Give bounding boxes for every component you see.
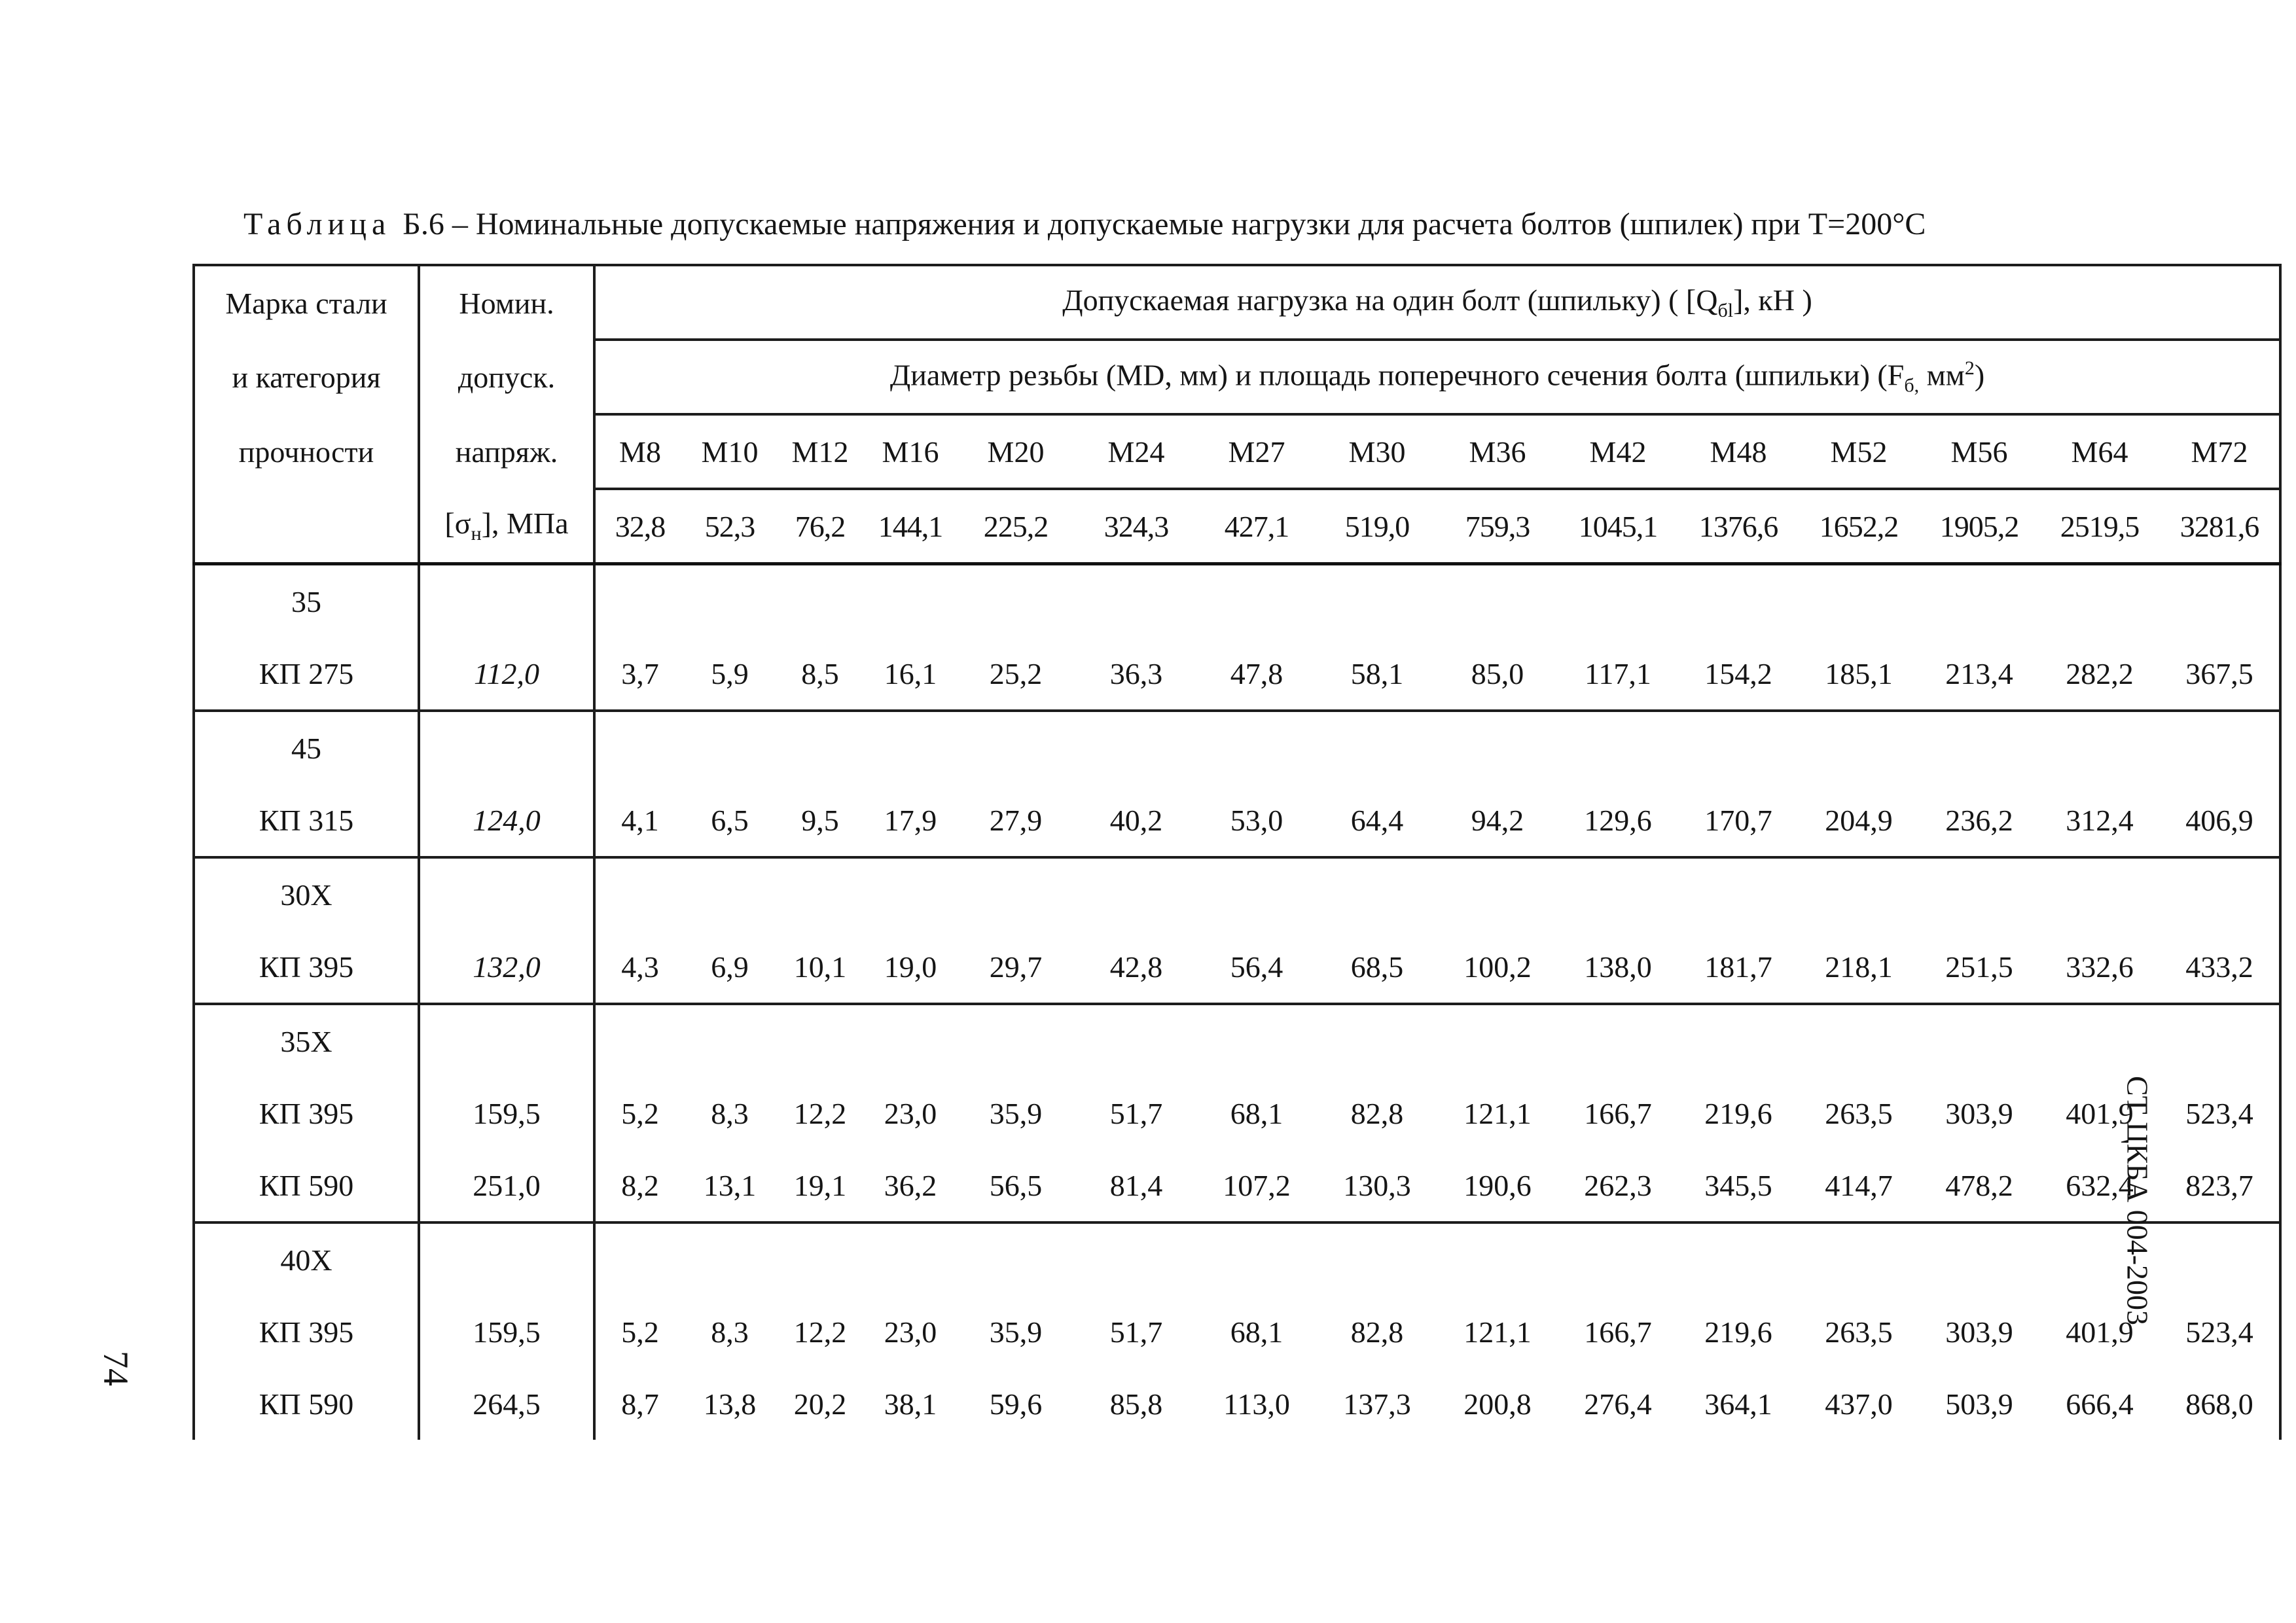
load-cell: 85,0 — [1437, 637, 1558, 711]
area-cell: 759,3 — [1437, 489, 1558, 564]
diameter-cell: M42 — [1558, 414, 1678, 489]
load-cell: 154,2 — [1678, 637, 1799, 711]
area-row — [194, 489, 2280, 564]
stress-blank — [419, 1004, 594, 1077]
load-cell: 200,8 — [1463, 1387, 1532, 1421]
load-title-end: ], кН ) — [1733, 283, 1812, 317]
load-title — [594, 265, 2280, 340]
load-cell: 27,9 — [956, 784, 1076, 857]
load-cell: 262,3 — [1558, 1149, 1678, 1222]
load-cell: 433,2 — [2160, 931, 2280, 1004]
load-cell: 51,7 — [1109, 1315, 1163, 1349]
steel-group-row — [194, 857, 2280, 931]
load-cell: 19,1 — [775, 1149, 865, 1222]
load-cell: 19,0 — [865, 931, 956, 1004]
load-cell: 666,4 — [2066, 1387, 2134, 1421]
load-cell: 437,0 — [1825, 1387, 1893, 1421]
load-cell: 8,5 — [775, 637, 865, 711]
load-cell: 303,9 — [1945, 1315, 2013, 1349]
loads-blank — [594, 711, 2280, 784]
steel-group-row — [194, 1004, 2280, 1077]
load-cell: 213,4 — [1919, 637, 2039, 711]
load-cell: 401,9 — [2066, 1096, 2134, 1130]
steel-header-blank — [194, 489, 419, 564]
load-cell: 121,1 — [1463, 1096, 1532, 1130]
load-cell: 47,8 — [1196, 637, 1317, 711]
area-cell: 76,2 — [775, 489, 865, 564]
load-cell: 56,4 — [1196, 931, 1317, 1004]
load-cell: 6,9 — [685, 931, 775, 1004]
diameter-cell: M52 — [1799, 414, 1919, 489]
page-number: 74 — [96, 1351, 135, 1386]
diameter-row — [194, 414, 2280, 489]
load-cell: 185,1 — [1799, 637, 1919, 711]
diameter-cell: M12 — [775, 414, 865, 489]
diameter-cell: M36 — [1437, 414, 1558, 489]
load-cell: 82,8 — [1350, 1096, 1404, 1130]
loads-blank — [594, 564, 2280, 638]
steel-grade: 35 — [194, 564, 419, 638]
load-cell: 414,7 — [1799, 1149, 1919, 1222]
load-cell: 3,7 — [594, 637, 685, 711]
load-cell: 251,5 — [1919, 931, 2039, 1004]
load-cell: 332,6 — [2039, 931, 2160, 1004]
load-cell: 68,1 — [1230, 1096, 1283, 1130]
load-cell: 129,6 — [1558, 784, 1678, 857]
load-cell: 25,2 — [956, 637, 1076, 711]
load-cell: 23,0 — [884, 1096, 937, 1130]
load-cell: 35,9 — [989, 1096, 1043, 1130]
table-row — [194, 784, 2280, 857]
diameter-cell: M56 — [1919, 414, 2039, 489]
stress-header-line-1: Номин. — [419, 265, 594, 340]
table-row — [194, 931, 2280, 1004]
load-cell: 20,2 — [793, 1387, 847, 1421]
load-cell: 94,2 — [1437, 784, 1558, 857]
diameter-cell: M48 — [1678, 414, 1799, 489]
stress-blank — [419, 857, 594, 931]
load-cell: 181,7 — [1678, 931, 1799, 1004]
strength-category: КП 590 — [194, 1149, 419, 1222]
area-cell: 427,1 — [1196, 489, 1317, 564]
diameter-cell: M24 — [1076, 414, 1196, 489]
area-cell: 1045,1 — [1558, 489, 1678, 564]
document-code: СТ ЦКБА 004-2003 — [2121, 1075, 2155, 1326]
allowable-stress: 124,0 — [419, 784, 594, 857]
area-cell: 52,3 — [685, 489, 775, 564]
area-cell: 225,2 — [956, 489, 1076, 564]
header-row-1 — [194, 265, 2280, 340]
table-row — [194, 1077, 2280, 1149]
stress-blank — [419, 1222, 594, 1296]
allowable-stress: 159,5 — [419, 1077, 594, 1149]
diameter-cell: M27 — [1196, 414, 1317, 489]
load-cell: 68,5 — [1317, 931, 1437, 1004]
area-cell: 519,0 — [1317, 489, 1437, 564]
diameter-cell: M30 — [1317, 414, 1437, 489]
load-cell: 170,7 — [1678, 784, 1799, 857]
load-cell: 367,5 — [2160, 637, 2280, 711]
load-cell: 137,3 — [1343, 1387, 1411, 1421]
table-row — [194, 1149, 2280, 1222]
load-cell: 121,1 — [1463, 1315, 1532, 1349]
load-cell: 523,4 — [2160, 1296, 2280, 1368]
load-cell: 85,8 — [1109, 1387, 1163, 1421]
load-cell: 56,5 — [956, 1149, 1076, 1222]
load-cell: 117,1 — [1558, 637, 1678, 711]
strength-category: КП 395 — [194, 931, 419, 1004]
load-cell: 364,1 — [1704, 1387, 1772, 1421]
load-title-text: Допускаемая нагрузка на один болт (шпильку) ( [Q — [1062, 283, 1718, 317]
strength-category: КП 395 — [194, 1077, 419, 1149]
table-caption — [243, 200, 2168, 249]
table-row — [194, 637, 2280, 711]
load-cell: 59,6 — [989, 1387, 1043, 1421]
area-cell: 1376,6 — [1678, 489, 1799, 564]
load-cell: 303,9 — [1945, 1096, 2013, 1130]
steel-group-row — [194, 1222, 2280, 1296]
loads-blank — [594, 857, 2280, 931]
area-cell: 1652,2 — [1799, 489, 1919, 564]
load-cell: 218,1 — [1799, 931, 1919, 1004]
load-cell: 64,4 — [1317, 784, 1437, 857]
diameter-cell: M8 — [594, 414, 685, 489]
load-cell: 8,7 — [621, 1387, 659, 1421]
area-cell: 32,8 — [594, 489, 685, 564]
load-cell: 204,9 — [1799, 784, 1919, 857]
load-cell: 51,7 — [1109, 1096, 1163, 1130]
load-cell: 29,7 — [956, 931, 1076, 1004]
load-cell: 6,5 — [685, 784, 775, 857]
load-cell: 38,1 — [884, 1387, 937, 1421]
load-cell: 81,4 — [1076, 1149, 1196, 1222]
load-cell: 100,2 — [1437, 931, 1558, 1004]
steel-header-line-2: и категория — [194, 340, 419, 414]
load-cell: 190,6 — [1437, 1149, 1558, 1222]
area-cell: 3281,6 — [2160, 489, 2280, 564]
area-cell: 144,1 — [865, 489, 956, 564]
load-cell: 16,1 — [865, 637, 956, 711]
stress-blank — [419, 711, 594, 784]
loads-blank — [594, 1004, 2280, 1077]
load-cell: 35,9 — [989, 1315, 1043, 1349]
allowable-stress: 264,5 — [419, 1368, 594, 1440]
load-cell: 5,2 — [621, 1315, 659, 1349]
stress-unit-symbol: σ — [454, 506, 471, 540]
steel-header-line-1: Марка стали — [194, 265, 419, 340]
allowable-stress: 112,0 — [419, 637, 594, 711]
diameter-cell: M10 — [685, 414, 775, 489]
strength-category: КП 275 — [194, 637, 419, 711]
table-row — [194, 1368, 2280, 1440]
diameter-title-text: Диаметр резьбы (MD, мм) и площадь поперечного сечения болта (шпильки) (F — [889, 358, 1905, 392]
load-cell: 13,1 — [685, 1149, 775, 1222]
diameter-title-subscript: б, — [1904, 374, 1920, 397]
load-cell: 478,2 — [1919, 1149, 2039, 1222]
load-cell: 4,1 — [594, 784, 685, 857]
allowable-stress: 251,0 — [419, 1149, 594, 1222]
strength-category: КП 395 — [194, 1296, 419, 1368]
stress-unit-text: ], МПа — [481, 506, 569, 540]
area-cell: 2519,5 — [2039, 489, 2160, 564]
strength-category: КП 315 — [194, 784, 419, 857]
load-cell: 9,5 — [775, 784, 865, 857]
load-cell: 823,7 — [2160, 1149, 2280, 1222]
allowable-stress: 159,5 — [419, 1296, 594, 1368]
header-row-2 — [194, 340, 2280, 414]
caption-lead: Таблица — [243, 207, 391, 241]
load-cell: 68,1 — [1230, 1315, 1283, 1349]
area-cell: 1905,2 — [1919, 489, 2039, 564]
load-cell: 40,2 — [1076, 784, 1196, 857]
load-cell: 10,1 — [775, 931, 865, 1004]
load-cell: 130,3 — [1317, 1149, 1437, 1222]
steel-header-line-3: прочности — [194, 414, 419, 489]
load-cell: 8,2 — [594, 1149, 685, 1222]
load-cell: 632,4 — [2039, 1149, 2160, 1222]
load-cell: 138,0 — [1558, 931, 1678, 1004]
load-cell: 4,3 — [594, 931, 685, 1004]
stress-header-line-2: допуск. — [419, 340, 594, 414]
load-cell: 5,2 — [621, 1096, 659, 1130]
load-cell: 13,8 — [703, 1387, 757, 1421]
stress-unit: $[\sigma_н]$, МПа — [419, 489, 594, 564]
load-cell: 8,3 — [711, 1315, 749, 1349]
load-cell: 406,9 — [2160, 784, 2280, 857]
load-cell: 107,2 — [1196, 1149, 1317, 1222]
stress-blank — [419, 564, 594, 638]
load-cell: 219,6 — [1704, 1096, 1772, 1130]
load-cell: 5,9 — [685, 637, 775, 711]
load-cell: 36,2 — [865, 1149, 956, 1222]
diameter-cell: M64 — [2039, 414, 2160, 489]
stress-unit-subscript: н — [471, 523, 482, 545]
steel-group-row — [194, 711, 2280, 784]
load-cell: 276,4 — [1584, 1387, 1652, 1421]
load-cell: 113,0 — [1223, 1387, 1290, 1421]
load-cell: 8,3 — [711, 1096, 749, 1130]
load-cell: 42,8 — [1076, 931, 1196, 1004]
load-cell: 58,1 — [1317, 637, 1437, 711]
stress-header-line-3: напряж. — [419, 414, 594, 489]
diameter-title-superscript: 2 — [1964, 357, 1975, 379]
load-cell: 282,2 — [2039, 637, 2160, 711]
bolt-load-table — [192, 264, 2282, 1440]
load-cell: 82,8 — [1350, 1315, 1404, 1349]
load-cell: 523,4 — [2160, 1077, 2280, 1149]
load-cell: 36,3 — [1076, 637, 1196, 711]
load-cell: 503,9 — [1945, 1387, 2013, 1421]
caption-text: Б.6 – Номинальные допускаемые напряжения и допускаемые нагрузки для расчета болтов (шпилек) при Т=200°С — [403, 207, 1926, 241]
strength-category: КП 590 — [194, 1368, 419, 1440]
diameter-cell: M72 — [2160, 414, 2280, 489]
load-cell: 345,5 — [1678, 1149, 1799, 1222]
diameter-title — [594, 340, 2280, 414]
allowable-stress: 132,0 — [419, 931, 594, 1004]
diameter-cell: M20 — [956, 414, 1076, 489]
load-cell: 23,0 — [884, 1315, 937, 1349]
loads-blank — [594, 1222, 2280, 1296]
steel-grade: 40Х — [194, 1222, 419, 1296]
load-cell: 166,7 — [1584, 1096, 1652, 1130]
load-cell: 236,2 — [1919, 784, 2039, 857]
steel-grade: 30Х — [194, 857, 419, 931]
load-title-subscript: бl — [1717, 300, 1734, 322]
load-cell: 263,5 — [1825, 1096, 1893, 1130]
diameter-title-end: ) — [1974, 358, 1985, 392]
table-row — [194, 1296, 2280, 1368]
load-cell: 53,0 — [1196, 784, 1317, 857]
load-cell: 263,5 — [1825, 1315, 1893, 1349]
load-cell: 401,9 — [2066, 1315, 2134, 1349]
load-cell: 12,2 — [793, 1096, 847, 1130]
steel-group-row — [194, 564, 2280, 638]
diameter-title-unit: мм — [1919, 358, 1965, 392]
load-cell: 12,2 — [793, 1315, 847, 1349]
area-cell: 324,3 — [1076, 489, 1196, 564]
load-cell: 312,4 — [2039, 784, 2160, 857]
load-cell: 868,0 — [2160, 1368, 2280, 1440]
diameter-cell: M16 — [865, 414, 956, 489]
load-cell: 166,7 — [1584, 1315, 1652, 1349]
steel-grade: 35Х — [194, 1004, 419, 1077]
load-cell: 219,6 — [1704, 1315, 1772, 1349]
steel-grade: 45 — [194, 711, 419, 784]
load-cell: 17,9 — [865, 784, 956, 857]
